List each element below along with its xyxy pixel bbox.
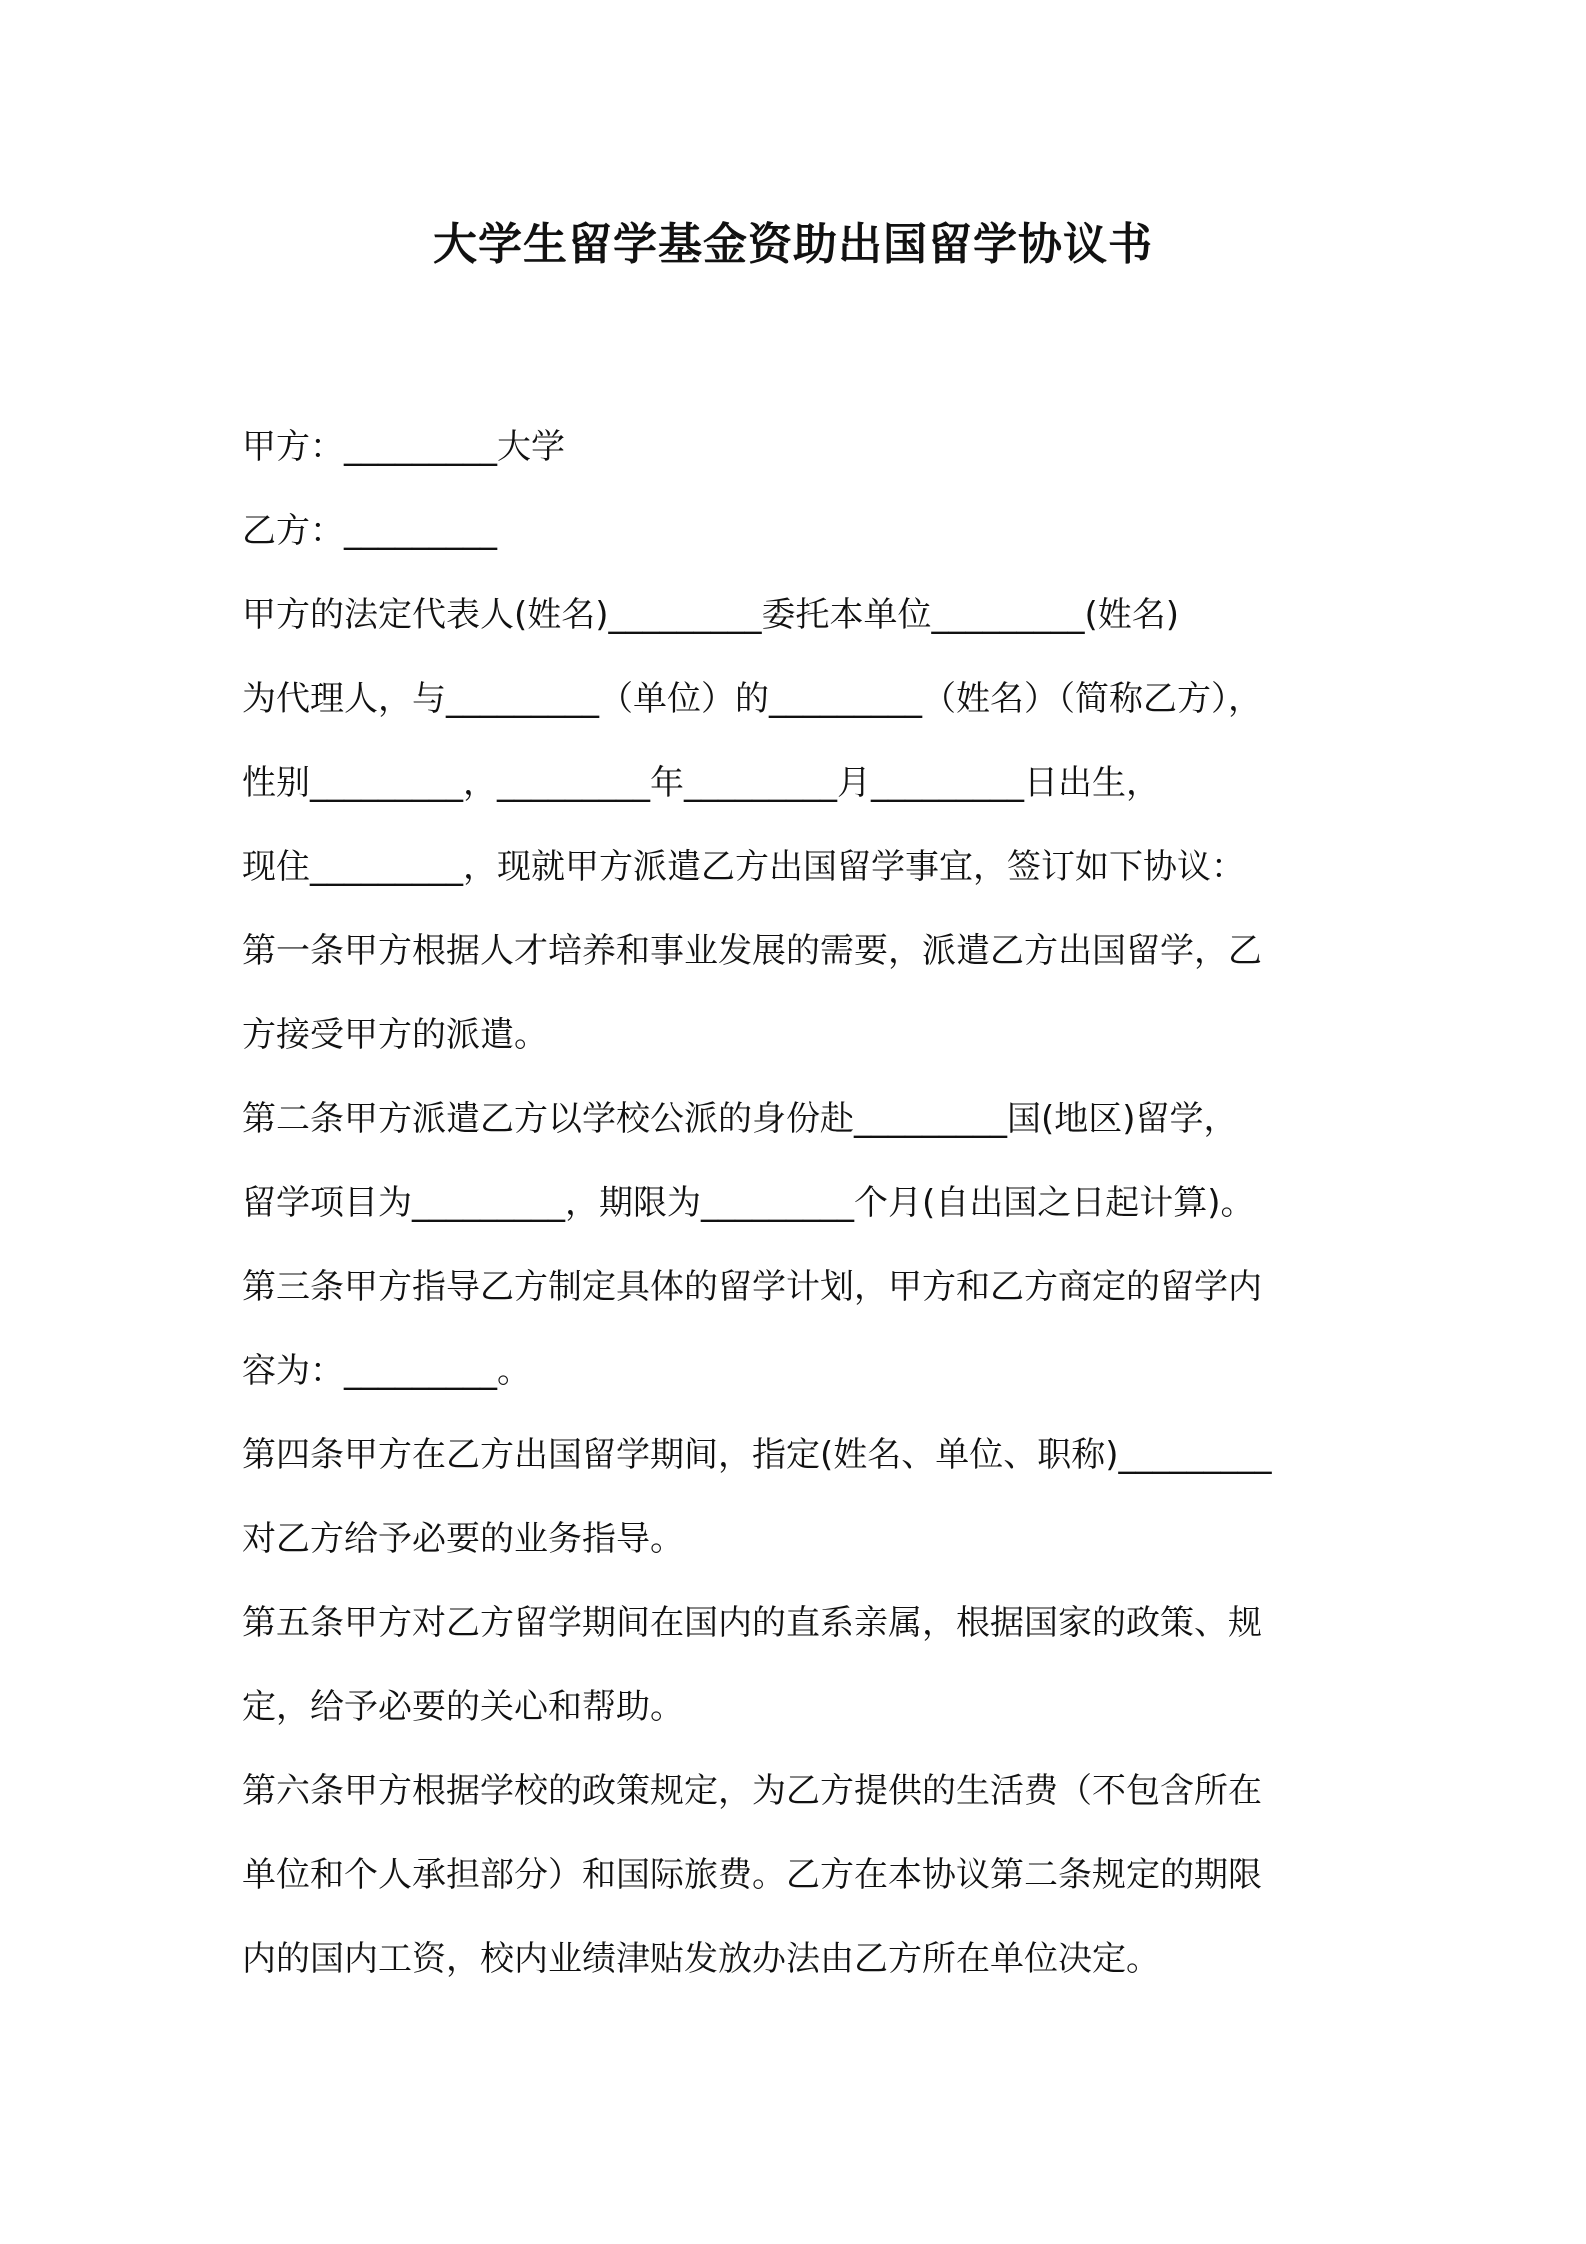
party-a-line: 甲方：_________大学 xyxy=(242,427,565,467)
article-3-line: 容为：_________。 xyxy=(242,1351,531,1391)
preamble-line: 为代理人，与_________（单位）的_________（姓名）（简称乙方）， xyxy=(242,679,1262,719)
article-2-line: 第二条甲方派遣乙方以学校公派的身份赴_________国(地区)留学， xyxy=(242,1099,1238,1139)
article-2-line: 留学项目为_________，期限为_________个月(自出国之日起计算)。 xyxy=(242,1183,1255,1223)
party-b-line: 乙方：_________ xyxy=(242,511,497,551)
article-1-line: 方接受甲方的派遣。 xyxy=(242,1015,548,1055)
article-6-line: 单位和个人承担部分）和国际旅费。乙方在本协议第二条规定的期限 xyxy=(242,1855,1262,1895)
article-4-line: 对乙方给予必要的业务指导。 xyxy=(242,1519,684,1559)
preamble-line: 甲方的法定代表人(姓名)_________委托本单位_________(姓名) xyxy=(242,595,1180,635)
preamble-line: 现住_________，现就甲方派遣乙方出国留学事宜，签订如下协议： xyxy=(242,847,1245,887)
article-5-line: 第五条甲方对乙方留学期间在国内的直系亲属，根据国家的政策、规 xyxy=(242,1603,1262,1643)
document-title: 大学生留学基金资助出国留学协议书 xyxy=(433,219,1153,270)
preamble-line: 性别_________，_________年_________月_________日出生， xyxy=(242,763,1160,803)
article-1-line: 第一条甲方根据人才培养和事业发展的需要，派遣乙方出国留学，乙 xyxy=(242,931,1262,971)
article-6-line: 第六条甲方根据学校的政策规定，为乙方提供的生活费（不包含所在 xyxy=(242,1771,1262,1811)
article-3-line: 第三条甲方指导乙方制定具体的留学计划，甲方和乙方商定的留学内 xyxy=(242,1267,1262,1307)
article-5-line: 定，给予必要的关心和帮助。 xyxy=(242,1687,684,1727)
article-6-line: 内的国内工资，校内业绩津贴发放办法由乙方所在单位决定。 xyxy=(242,1939,1160,1979)
article-4-line: 第四条甲方在乙方出国留学期间，指定(姓名、单位、职称)_________ xyxy=(242,1435,1272,1475)
document-body xyxy=(242,405,1402,2001)
